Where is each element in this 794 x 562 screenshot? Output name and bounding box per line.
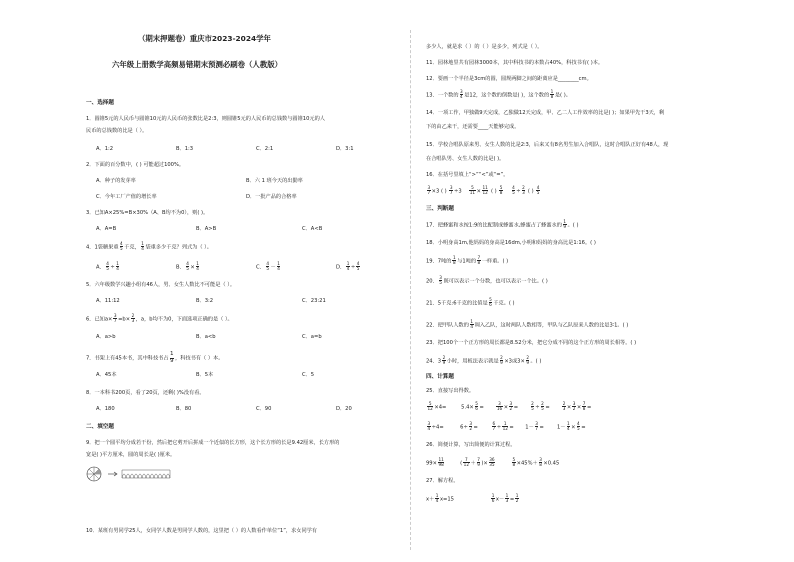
right-column [426,0,752,562]
question-16: 16．在括号里填上“>”“<”或“=”。 [426,172,509,178]
q3-option-a: A．A=B [96,226,117,232]
question-9-line-2: 宽是( )平方厘米，圆的周长是( )厘米。 [86,452,176,458]
q5-option-c: C．23:21 [302,298,326,304]
question-15-line-2: 在合唱队男、女生人数的比是( )。 [426,156,505,162]
q4-text-pre: 4．1袋糖果重 [86,244,119,251]
q2-option-c: C．今年工厂产值的增长率 [96,194,157,200]
q2-option-b: B．六 1 班今天的出勤率 [246,178,303,184]
q4-option-c: C． $\frac{4}{5}$ － $\frac{1}{4}$ [256,261,280,272]
q26-expressions: 99× $\frac{11}{98}$ ( $\frac{7}{12}$ ＋ $\frac{7}{9}$ )× $\frac{36}{35}$ $\frac{5}{8}$ ×45%＋ $\frac{3}{8}$ ×0.45 [426,457,560,468]
q4-option-a: A． $\frac{4}{5}$ ÷ $\frac{1}{4}$ [96,261,119,272]
section-heading-fill: 二、填空题 [86,424,114,430]
question-20: 20． $\frac{3}{5}$ 既可以表示一个分数，也可以表示一个比。( ) [426,275,548,286]
question-6: 6．已知a× $\frac{3}{7}$ =b× $\frac{2}{3}$ ，a，b均不为0，下面选项正确的是（ ）。 [86,313,233,324]
question-26: 26．简便计算，写出简便的计算过程。 [426,442,516,448]
question-18: 18．小明身高1m,他妈妈的身高是16dm,小明和妈妈的身高比是1:16。( ) [426,240,596,246]
q4-option-b: B． $\frac{4}{5}$ × $\frac{1}{4}$ [176,261,199,272]
title-line-1: （期末押题卷）重庆市2023-2024学年 [138,34,271,43]
question-1-line-2: 民币的总钱数的比是（ ）。 [86,128,148,134]
q8-option-a: A．180 [96,406,115,412]
question-4 [86,242,212,252]
question-22: 22．把甲队人数的 $\frac{1}{4}$ 调入乙队，这时两队人数相等，甲队与乙队原来人数的比是3∶1。( ) [426,319,629,330]
question-21: 21．5千克:6千克的比值是 $\frac{5}{6}$ 千克。( ) [426,297,515,308]
q7-option-c: C．5 [302,372,315,378]
q8-option-b: B．80 [176,406,192,412]
q25-row-1: $\frac{5}{12}$ ×4= 5.4× $\frac{5}{6}$ = $\frac{3}{16}$ × $\frac{3}{2}$ = $\frac{2}{5}$ ÷ $\frac{2}{5}$ = $\frac{2}{3}$ × $\frac{3}{2}$ × $\frac{7}{8}$ = [427,401,592,412]
column-divider [410,30,411,550]
q3-option-b: B．A>B [196,226,217,232]
question-10: 10．某班有男同学25人，女同学人数是男同学人数的，这里把（ ）的人数看作单位“1”，求女同学有 [86,528,318,534]
question-14-line-2: 下的由乙来干，还需要____天能够完成。 [426,124,520,130]
q4-text-mid: 千克， [124,244,140,251]
question-8: 8．一本科书200页，看了20页，还剩( )%没有看。 [86,390,205,396]
q16-comparisons: $\frac{3}{7}$ ×3 ( ) $\frac{3}{7}$ ÷3 $\frac{5}{11}$ × $\frac{11}{12}$ ( ) $\frac{5}{8}$ $\frac{4}{5}$ ÷ $\frac{2}{3}$ ( ) $\frac{4}{5}$ [427,185,540,196]
question-27: 27．解方程。 [426,478,459,484]
q6-option-c: C．a=b [302,334,322,340]
question-23: 23．把100个一个正方形的周长都是8.52分米，把它分成不同的这个正方形的周长相等。( ) [426,340,637,346]
question-24: 24．3 $\frac{2}{9}$ 小时，用板法表示就是 $\frac{2}{9}$ ×3或3× $\frac{2}{9}$ 。( ) [426,355,542,366]
question-19: 19．7吨的 $\frac{1}{8}$ 与1吨的 $\frac{7}{8}$ 一样重。( ) [426,255,509,266]
q5-option-a: A．11:12 [96,298,120,304]
q1-option-b: B．1:3 [176,146,194,152]
question-14-line-1: 14．一项工作，甲独做9天完成，乙独做12天完成，甲、乙二人工作效率的比是( )；如果甲先干3天，剩 [426,110,665,116]
q6-option-a: A．a>b [96,334,116,340]
left-column [86,0,400,562]
question-13: 13．一个数的 $\frac{3}{4}$ 是12，这个数的倒数是( )，这个数的 $\frac{1}{8}$ 是( )。 [426,89,571,100]
q4-option-d: D． $\frac{1}{4}$ ÷ $\frac{4}{5}$ [336,261,360,272]
question-17: 17．把蜂蜜和水按1:9的比配制成蜂蜜水,蜂蜜占了蜂蜜水的 $\frac{1}{9}$ 。( ) [426,219,579,230]
q8-option-d: D．20 [336,406,352,412]
question-11: 11．园林地里共有园林3000本，其中科技书的本数占40%，科技书有( )本。 [426,60,604,66]
q4-fraction-1-4: $\frac{1}{4}$ [141,241,144,252]
q8-option-c: C．90 [256,406,272,412]
title-line-2: 六年级上册数学高频易错期末预测必刷卷（人教版） [112,60,282,69]
q6-option-b: B．a<b [196,334,216,340]
question-7: 7．书架上有45本书，其中科技书占 $\frac{1}{9}$ ，科技书有（ ）本。 [86,351,224,364]
question-5: 5．六年级数学兴趣小组有46人，男、女生人数比不可能是（ ）。 [86,282,236,288]
question-1-line-1: 1．圆锥5元的人民币与圆锥10元的人民币的张数比是2:3，则圆锥5元的人民币的总钱数与圆锥10元的人 [86,116,325,122]
question-3: 3．已知A×25%=B×30%（A、B均不为0），则( )。 [86,210,209,216]
q5-option-b: B．3:2 [196,298,214,304]
question-9-line-1: 9．把一个圆平均分成若干份，然后把它剪开后拼成一个近似的长方形，这个长方形的长是9.42厘米，长方形的 [86,440,340,446]
question-25: 25．直接写出得数。 [426,388,475,394]
circle-to-rectangle-diagram [86,466,206,482]
q27-equations: x＋ $\frac{1}{4}$ x=15 $\frac{1}{6}$ x－ $\frac{1}{3}$ = $\frac{1}{2}$ [426,493,519,504]
q7-option-b: B．5本 [196,372,214,378]
q3-option-c: C．A<B [302,226,323,232]
q25-row-2: $\frac{3}{4}$ ÷4= 6÷ $\frac{3}{2}$ = $\frac{6}{7}$ ÷ $\frac{1}{12}$ = 1－ $\frac{3}{7}$ = 1－ $\frac{1}{4}$ × $\frac{4}{5}$ = [427,421,586,432]
q4-fraction-4-5: $\frac{4}{5}$ [120,241,123,252]
section-heading-choice: 一、选择题 [86,100,114,106]
section-heading-calc: 四、计算题 [426,374,454,380]
question-2: 2．下面的百分数中，( ) 可能超过100%。 [86,162,185,168]
section-heading-judge: 三、判断题 [426,206,454,212]
q2-option-d: D．一批产品的合格率 [246,194,297,200]
q1-option-a: A．1:2 [96,146,114,152]
q1-option-c: C．2:1 [256,146,274,152]
q4-text-post: 袋重多少千克？列式为（ ）。 [145,244,212,251]
question-15-line-1: 15．学校合唱队原来男、女生人数的比是2∶3，后来又有8名男生加入合唱队，这时合唱队正好有48人，现 [426,142,669,148]
q1-option-d: D．3:1 [336,146,354,152]
question-12: 12．要画一个半径是3cm的圆，圆规两脚之间的距离应是________cm。 [426,76,592,82]
q2-option-a: A．种子的发芽率 [96,178,136,184]
question-10-continued: 多少人，就是求（ ）的（ ）是多少，列式是（ ）。 [426,44,543,50]
q7-option-a: A．45本 [96,372,117,378]
